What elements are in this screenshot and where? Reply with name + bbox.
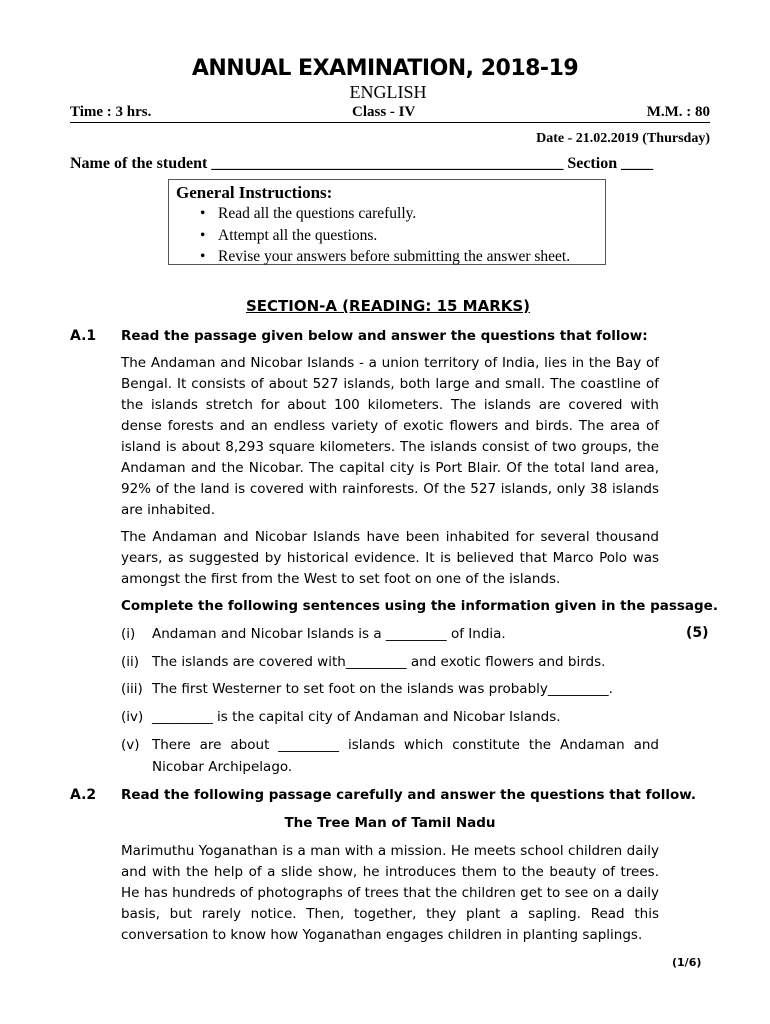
item-number: (ii) (121, 654, 140, 670)
instructions-list (176, 203, 605, 268)
item-number: (iv) (121, 709, 144, 725)
instruction-item: • Revise your answers before submitting the answer sheet. (176, 246, 605, 268)
item-text: Andaman and Nicobar Islands is a _________ of India. (152, 626, 506, 642)
fill-in-instruction: Complete the following sentences using the information given in the passage. (121, 598, 718, 614)
passage-paragraph-2: The Andaman and Nicobar Islands have been inhabited for several thousand years, as suggested by historical evidence. It is believed that Marco Polo was amongst the first from the West to set foot on one of the islands. (121, 529, 659, 587)
question-item (121, 734, 659, 778)
instruction-item: • Attempt all the questions. (176, 225, 605, 247)
section-a-title: SECTION-A (READING: 15 MARKS) (245, 297, 531, 315)
instructions-heading: General Instructions: (176, 183, 333, 202)
item-text: The first Westerner to set foot on the islands was probably_________. (152, 681, 613, 697)
question-item (121, 678, 613, 700)
subject-heading: ENGLISH (349, 82, 427, 102)
item-number: (i) (121, 626, 136, 642)
item-text: _________ is the capital city of Andaman and Nicobar Islands. (152, 709, 561, 725)
question-item (121, 651, 605, 673)
question-heading-a1: Read the passage given below and answer the questions that follow: (121, 328, 648, 344)
page-number: (1/6) (672, 956, 702, 969)
question-item (121, 706, 561, 728)
marks-label: (5) (686, 625, 709, 641)
exam-info-row (70, 104, 710, 123)
question-heading-a2: Read the following passage carefully and answer the questions that follow. (121, 787, 696, 803)
exam-date: Date - 21.02.2019 (Thursday) (536, 131, 710, 146)
passage-paragraph-1: The Andaman and Nicobar Islands - a union territory of India, lies in the Bay of Bengal. It consists of about 527 islands, both large and small. The coastline of the islands stretch for about 100 kilometers. The islands are covered with dense forests and an endless variety of exotic flowers and birds. The area of island is about 8,293 square kilometers. The islands consist of two groups, the Andaman and the Nicobar. The capital city is Port Blair. Of the total land area, 92% of the land is covered with rainforests. Of the 527 islands, only 38 islands are inhabited. (121, 355, 659, 518)
general-instructions-box (168, 179, 606, 265)
max-marks-label: M.M. : 80 (646, 104, 710, 120)
story-title: The Tree Man of Tamil Nadu (284, 815, 496, 831)
student-name-line: Name of the student ____________________________________________ Section ____ (70, 155, 654, 172)
item-number: (iii) (121, 681, 143, 697)
question-item (121, 623, 506, 645)
time-label: Time : 3 hrs. (70, 104, 152, 120)
question-number-a1: A.1 (70, 328, 97, 344)
instruction-item: • Read all the questions carefully. (176, 203, 605, 225)
item-text: There are about _________ islands which constitute the Andaman and Nicobar Archipelago. (152, 737, 659, 775)
passage-paragraph-3: Marimuthu Yoganathan is a man with a mission. He meets school children daily and with the help of a slide show, he introduces them to the beauty of trees. He has hundreds of photographs of trees that the children get to see on a daily basis, but rarely notice. Then, together, they plant a sapling. Read this conversation to know how Yoganathan engages children in planting saplings. (121, 843, 659, 943)
class-label: Class - IV (352, 104, 416, 120)
item-text: The islands are covered with_________ and exotic flowers and birds. (152, 654, 606, 670)
item-number: (v) (121, 737, 140, 753)
question-number-a2: A.2 (70, 787, 97, 803)
exam-title: ANNUAL EXAMINATION, 2018-19 (191, 56, 579, 81)
